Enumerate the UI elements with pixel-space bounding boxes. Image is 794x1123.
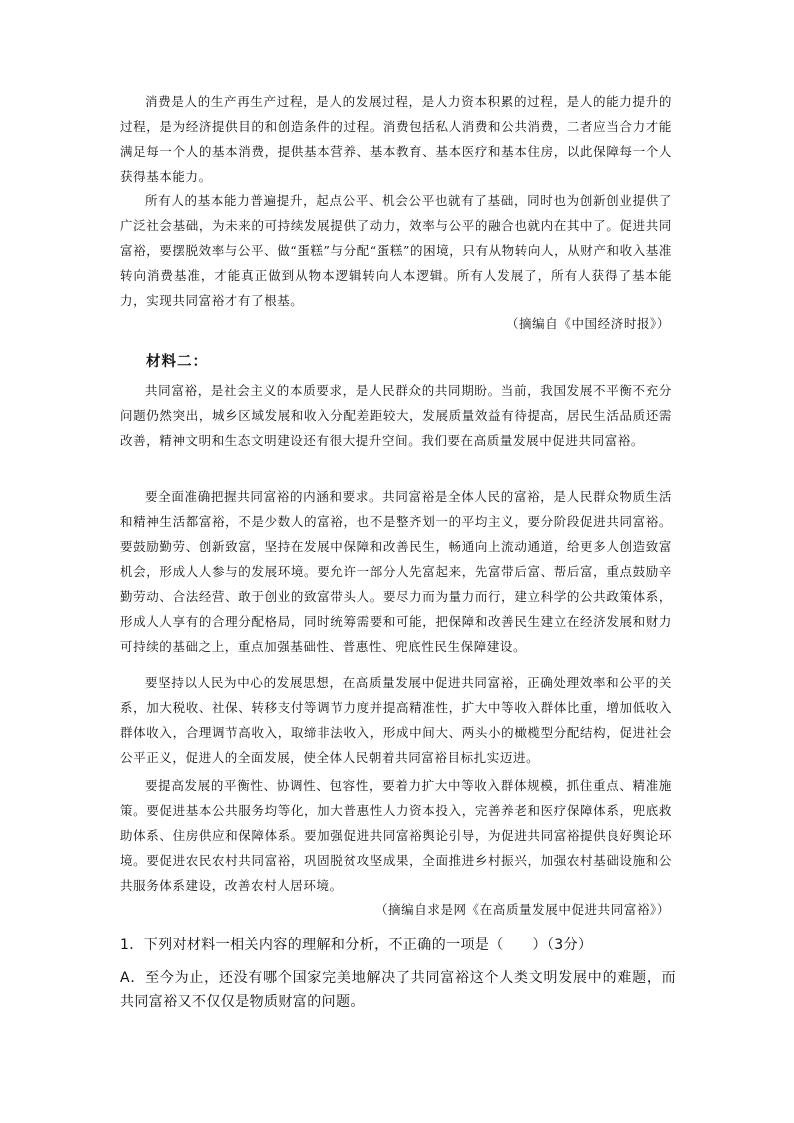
material1-source: （摘编自《中国经济时报》） bbox=[505, 316, 670, 331]
material2-heading: 材料二： bbox=[146, 354, 208, 370]
material2-paragraph-3: 要坚持以人民为中心的发展思想，在高质量发展中促进共同富裕，正确处理效率和公平的关系，加大税收、社保、转移支付等调节力度并提高精准性，扩大中等收入群体比重，增加低收入群体收入，合理调节高收入，取缔非法收入，形成中间大、两头小的橄榄型分配结构，促进社会公平正义，促进人的全面发展，使全体人民朝着共同富裕目标扎实迈进。 bbox=[120, 675, 672, 765]
material2-source: （摘编自求是网《在高质量发展中促进共同富裕》） bbox=[374, 902, 670, 917]
question-stem: 1．下列对材料一相关内容的理解和分析，不正确的一项是（ ）（3分） bbox=[120, 937, 593, 953]
material2-paragraph-1: 共同富裕，是社会主义的本质要求，是人民群众的共同期盼。当前，我国发展不平衡不充分问题仍然突出，城乡区域发展和收入分配差距较大，发展质量效益有待提高，居民生活品质还需改善，精神文明和生态文明建设还有很大提升空间。我们要在高质量发展中促进共同富裕。 bbox=[120, 383, 672, 448]
material2-paragraph-4: 要提高发展的平衡性、协调性、包容性，要着力扩大中等收入群体规模，抓住重点、精准施策。要促进基本公共服务均等化，加大普惠性人力资本投入，完善养老和医疗保障体系，兜底救助体系、住房供应和保障体系。要加强促进共同富裕舆论引导，为促进共同富裕提供良好舆论环境。要促进农民农村共同富裕，巩固脱贫攻坚成果，全面推进乡村振兴，加强农村基础设施和公共服务体系建设，改善农村人居环境。 bbox=[120, 778, 672, 893]
material2-paragraph-2: 要全面准确把握共同富裕的内涵和要求。共同富裕是全体人民的富裕，是人民群众物质生活和精神生活都富裕，不是少数人的富裕，也不是整齐划一的平均主义，要分阶段促进共同富裕。要鼓励勤劳、创新致富，坚持在发展中保障和改善民生，畅通向上流动通道，给更多人创造致富机会，形成人人参与的发展环境。要允许一部分人先富起来，先富带后富、帮后富，重点鼓励辛勤劳动、合法经营、敢于创业的致富带头人。要尽力而为量力而行，建立科学的公共政策体系，形成人人享有的合理分配格局，同时统筹需要和可能，把保障和改善民生建立在经济发展和财力可持续的基础之上，重点加强基础性、普惠性、兜底性民生保障建设。 bbox=[120, 489, 672, 654]
material1-paragraph-2: 所有人的基本能力普遍提升，起点公平、机会公平也就有了基础，同时也为创新创业提供了广泛社会基础，为未来的可持续发展提供了动力，效率与公平的融合也就内在其中了。促进共同富裕，要摆脱效率与公平、做“蛋糕”与分配“蛋糕”的困境，只有从物转向人，从财产和收入基准转向消费基准，才能真正做到从物本逻辑转向人本逻辑。所有人发展了，所有人获得了基本能力，实现共同富裕才有了根基。 bbox=[120, 193, 672, 308]
question-option-a[interactable]: A．至今为止，还没有哪个国家完美地解决了共同富裕这个人类文明发展中的难题，而共同富裕又不仅仅是物质财富的问题。 bbox=[120, 970, 676, 1010]
material1-paragraph-1: 消费是人的生产再生产过程，是人的发展过程，是人力资本积累的过程，是人的能力提升的过程，是为经济提供目的和创造条件的过程。消费包括私人消费和公共消费，二者应当合力才能满足每一个人的基本消费，提供基本营养、基本教育、基本医疗和基本住房，以此保障每一个人获得基本能力。 bbox=[120, 94, 672, 184]
